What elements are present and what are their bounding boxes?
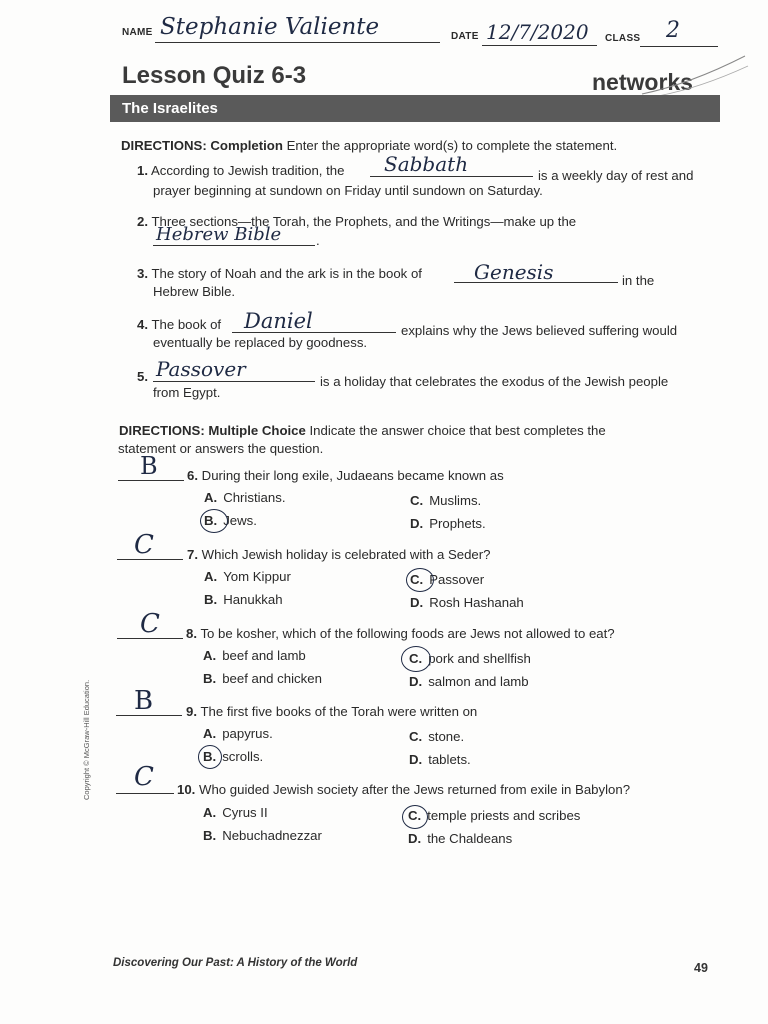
date-label: DATE — [451, 31, 479, 42]
option-a[interactable] — [204, 569, 291, 584]
option-letter: C. — [409, 729, 423, 744]
item-3-after: in the — [622, 273, 655, 288]
item-1-after: is a weekly day of rest and — [538, 168, 694, 183]
directions-label: DIRECTIONS: — [119, 423, 205, 438]
option-text: Cyrus II — [222, 805, 268, 820]
option-letter: B. — [203, 749, 217, 764]
option-b[interactable] — [204, 592, 283, 607]
mc-answer-8[interactable]: C — [140, 609, 160, 639]
question-text: The first five books of the Torah were written on — [200, 704, 478, 719]
item-number: 2. — [137, 214, 148, 229]
answer-5[interactable]: Passover — [156, 357, 246, 381]
option-d[interactable] — [410, 516, 486, 531]
option-letter: B. — [204, 592, 218, 607]
item-4-line2: eventually be replaced by goodness. — [153, 335, 368, 350]
answer-2[interactable]: Hebrew Bible — [156, 224, 282, 245]
class-label: CLASS — [605, 33, 641, 44]
option-letter: C. — [409, 651, 423, 666]
option-text: beef and chicken — [222, 671, 322, 686]
answer-4[interactable]: Daniel — [244, 309, 313, 333]
option-letter: D. — [410, 595, 424, 610]
directions-text: Indicate the answer choice that best completes the — [309, 423, 606, 438]
option-text: Christians. — [223, 490, 286, 505]
mc-question-10 — [177, 781, 630, 799]
item-text: According to Jewish tradition, the — [150, 163, 345, 178]
option-letter: A. — [203, 726, 217, 741]
item-text: The book of — [151, 317, 222, 332]
item-number: 9. — [186, 704, 197, 719]
mc-directions-line2: statement or answers the question. — [118, 441, 324, 456]
option-letter: A. — [204, 490, 218, 505]
selected-answer-circle — [401, 646, 431, 672]
answer-1[interactable]: Sabbath — [384, 152, 469, 176]
completion-item-4 — [137, 316, 221, 334]
mc-question-6 — [187, 467, 504, 485]
option-letter: D. — [409, 752, 423, 767]
selected-answer-circle — [198, 745, 222, 769]
option-text: Rosh Hashanah — [429, 595, 524, 610]
option-letter: A. — [203, 648, 217, 663]
option-b[interactable] — [203, 671, 322, 686]
selected-answer-circle — [200, 509, 228, 533]
option-text: Yom Kippur — [223, 569, 291, 584]
section-banner — [110, 95, 720, 122]
class-value[interactable]: 2 — [666, 18, 680, 43]
option-text: beef and lamb — [222, 648, 306, 663]
option-letter: C. — [410, 572, 424, 587]
item-4-after: explains why the Jews believed suffering would — [401, 323, 678, 338]
banner-title: The Israelites — [122, 100, 218, 117]
option-c[interactable] — [409, 729, 464, 744]
item-2-after: . — [316, 233, 320, 248]
item-1-line2: prayer beginning at sundown on Friday until sundown on Saturday. — [153, 183, 543, 198]
side-copyright: Copyright © McGraw-Hill Education. — [82, 679, 91, 800]
date-value[interactable]: 12/7/2020 — [486, 20, 589, 44]
question-text: During their long exile, Judaeans became known as — [201, 468, 504, 483]
name-value[interactable]: Stephanie Valiente — [160, 14, 380, 40]
option-letter: D. — [408, 831, 422, 846]
item-3-line2: Hebrew Bible. — [153, 284, 236, 299]
question-text: Who guided Jewish society after the Jews returned from exile in Babylon? — [199, 782, 631, 797]
option-letter: A. — [203, 805, 217, 820]
item-number: 1. — [137, 163, 148, 178]
option-text: Hanukkah — [223, 592, 283, 607]
option-text: scrolls. — [222, 749, 264, 764]
option-text: papyrus. — [222, 726, 273, 741]
brand-swoosh-icon — [640, 54, 750, 98]
item-number: 8. — [186, 626, 197, 641]
option-letter: B. — [203, 828, 217, 843]
option-letter: B. — [203, 671, 217, 686]
mc-answer-9[interactable]: B — [134, 686, 154, 716]
option-d[interactable] — [410, 595, 524, 610]
question-text: Which Jewish holiday is celebrated with a Seder? — [201, 547, 491, 562]
mc-answer-10[interactable]: C — [134, 762, 154, 792]
option-b[interactable] — [203, 828, 322, 843]
option-text: Jews. — [223, 513, 257, 528]
item-5-line2: from Egypt. — [153, 385, 221, 400]
option-letter: C. — [408, 808, 422, 823]
item-5-after: is a holiday that celebrates the exodus of the Jewish people — [320, 374, 669, 389]
option-text: the Chaldeans — [427, 831, 513, 846]
item-text: The story of Noah and the ark is in the book of — [151, 266, 422, 281]
option-letter: C. — [410, 493, 424, 508]
option-a[interactable] — [203, 805, 268, 820]
mc-question-8 — [186, 625, 615, 643]
completion-directions — [121, 137, 617, 155]
option-text: Prophets. — [429, 516, 486, 531]
page-number: 49 — [694, 961, 708, 975]
item-number: 3. — [137, 266, 148, 281]
option-c[interactable] — [410, 493, 481, 508]
mc-answer-7[interactable]: C — [134, 530, 154, 560]
directions-type: Completion — [210, 138, 283, 153]
option-c[interactable] — [408, 808, 580, 823]
brand-logo: networks — [592, 69, 693, 95]
option-text: temple priests and scribes — [427, 808, 581, 823]
item-text: Three sections—the Torah, the Prophets, and the Writings—make up the — [151, 214, 577, 229]
answer-3[interactable]: Genesis — [474, 260, 554, 284]
option-text: Nebuchadnezzar — [222, 828, 322, 843]
item-number: 4. — [137, 317, 148, 332]
footer-book-title: Discovering Our Past: A History of the World — [113, 957, 358, 969]
mc-question-9 — [186, 703, 477, 721]
selected-answer-circle — [402, 805, 428, 829]
selected-answer-circle — [406, 568, 434, 592]
item-number: 10. — [177, 782, 196, 797]
option-a[interactable] — [203, 648, 306, 663]
question-text: To be kosher, which of the following foods are Jews not allowed to eat? — [200, 626, 615, 641]
item-number: 5. — [137, 369, 148, 384]
name-label: NAME — [122, 27, 153, 38]
completion-item-1 — [137, 162, 344, 180]
option-letter: B. — [204, 513, 218, 528]
option-a[interactable] — [203, 726, 273, 741]
mc-answer-6[interactable]: B — [140, 452, 158, 480]
option-letter: D. — [410, 516, 424, 531]
item-number: 7. — [187, 547, 198, 562]
option-d[interactable] — [408, 831, 512, 846]
option-text: stone. — [428, 729, 465, 744]
completion-item-3 — [137, 265, 422, 283]
directions-label: DIRECTIONS: — [121, 138, 207, 153]
option-d[interactable] — [409, 752, 471, 767]
option-d[interactable] — [409, 674, 529, 689]
mc-directions — [119, 422, 606, 440]
option-text: pork and shellfish — [428, 651, 531, 666]
option-text: salmon and lamb — [428, 674, 529, 689]
option-letter: D. — [409, 674, 423, 689]
option-a[interactable] — [204, 490, 285, 505]
option-text: tablets. — [428, 752, 471, 767]
directions-text: Enter the appropriate word(s) to complete the statement. — [286, 138, 618, 153]
page-title: Lesson Quiz 6-3 — [122, 62, 307, 89]
item-number: 6. — [187, 468, 198, 483]
mc-question-7 — [187, 546, 490, 564]
option-letter: A. — [204, 569, 218, 584]
directions-type: Multiple Choice — [208, 423, 306, 438]
option-text: Muslims. — [429, 493, 482, 508]
option-text: Passover — [429, 572, 485, 587]
